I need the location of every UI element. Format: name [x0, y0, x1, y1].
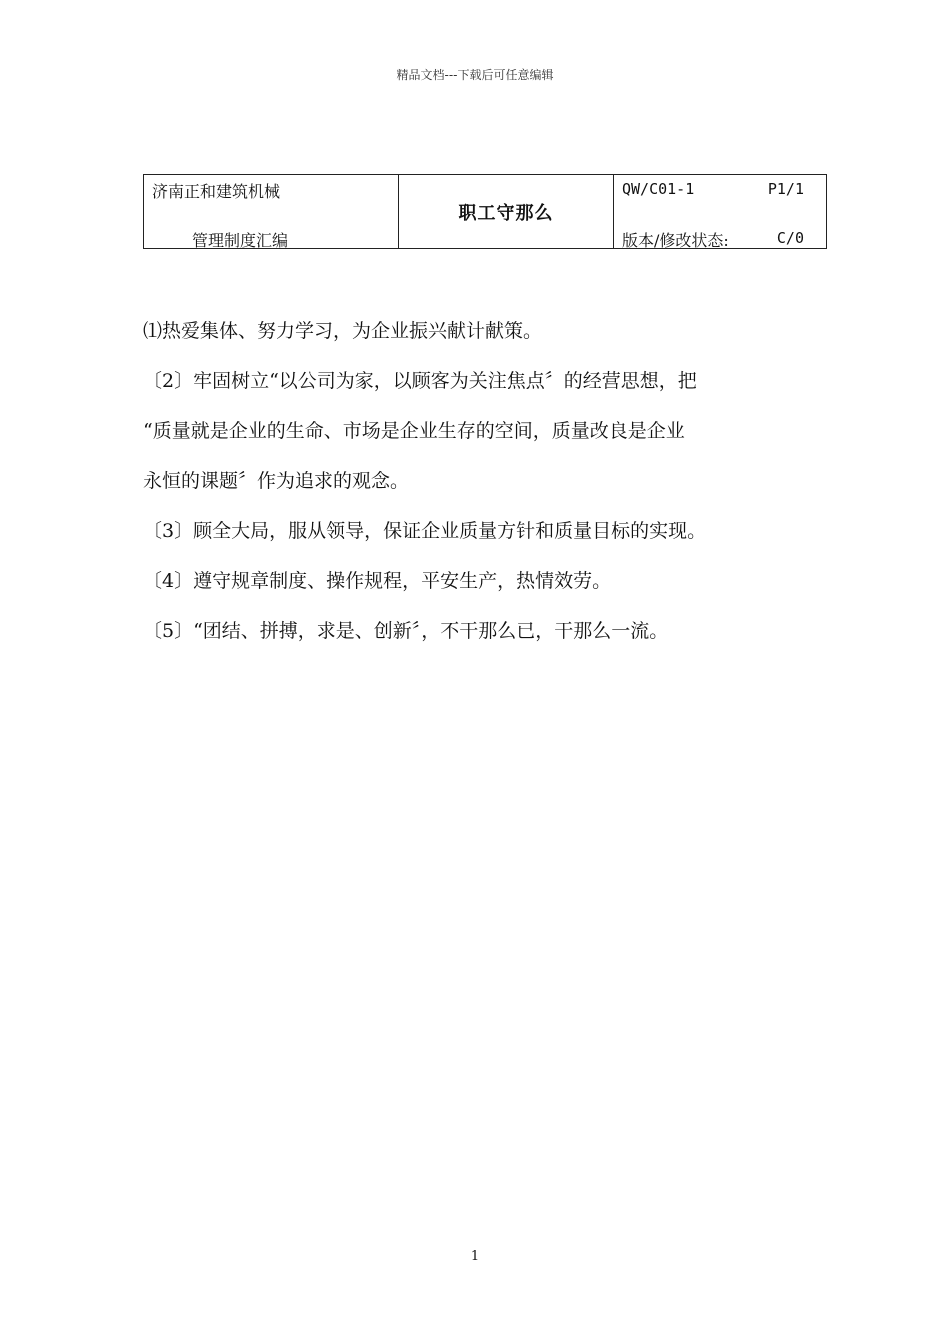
- page-number: 1: [470, 1249, 480, 1264]
- body-line: 〔5〕“团结、拼搏，求是、创新〞，不干那么已，干那么一流。: [143, 620, 669, 642]
- company-cell: [144, 175, 399, 249]
- document-header-table: [143, 174, 827, 249]
- watermark-header: 精品文档---下载后可任意编辑: [396, 68, 554, 82]
- version-label: 版本/修改状态:: [622, 231, 729, 250]
- body-line: 永恒的课题〞作为追求的观念。: [143, 470, 410, 492]
- page-info: P1/1: [767, 180, 804, 198]
- title-cell: [399, 175, 614, 249]
- doc-info-cell: [614, 175, 827, 249]
- body-line: 〔2〕牢固树立“以公司为家，以顾客为关注焦点〞的经营思想，把: [143, 370, 697, 392]
- document-body: [143, 306, 813, 656]
- doc-code: QW/C01-1: [622, 180, 695, 198]
- company-name: 济南正和建筑机械: [152, 182, 281, 201]
- version-value: C/0: [776, 229, 804, 247]
- body-line: “质量就是企业的生命、市场是企业生存的空间，质量改良是企业: [143, 420, 685, 442]
- body-line: 〔3〕顾全大局，服从领导，保证企业质量方针和质量目标的实现。: [143, 520, 707, 542]
- document-title: 职工守那么: [458, 202, 554, 224]
- body-line: 〔4〕遵守规章制度、操作规程，平安生产，热情效劳。: [143, 570, 612, 592]
- compilation-name: 管理制度汇编: [192, 231, 289, 250]
- body-line: ⑴热爱集体、努力学习，为企业振兴献计献策。: [143, 320, 543, 342]
